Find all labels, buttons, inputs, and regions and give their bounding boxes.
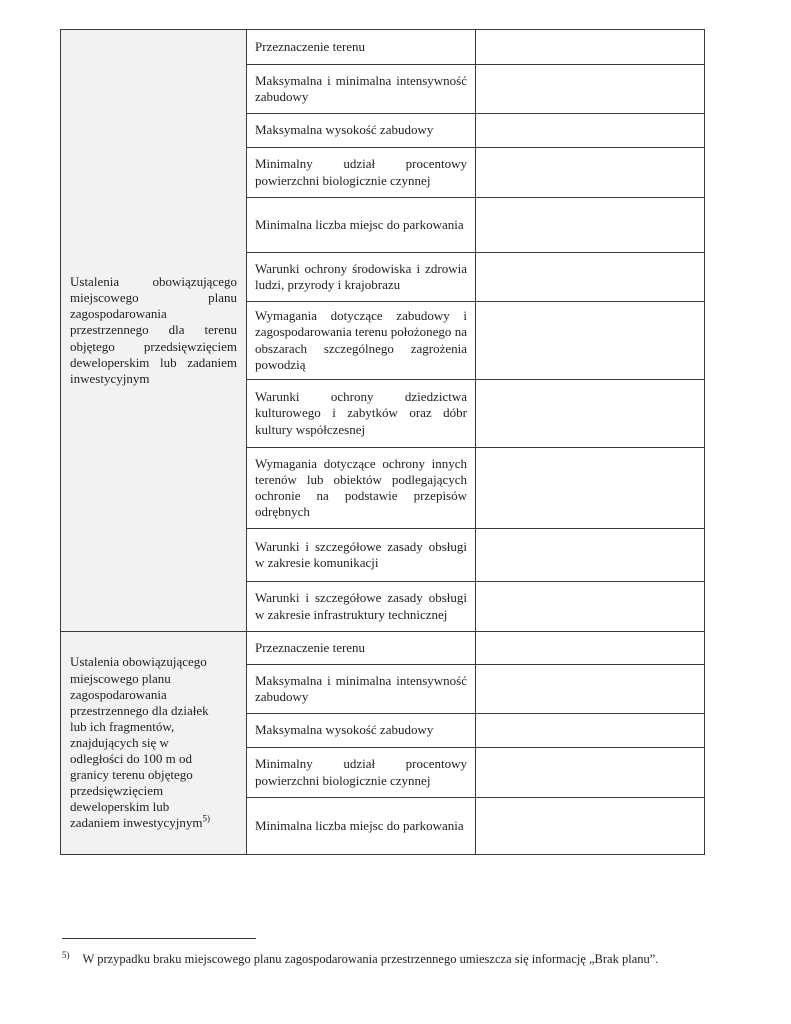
row-item-label: Warunki ochrony dziedzictwa kulturowego i zabytków oraz dóbr kultury współczesnej <box>247 380 476 448</box>
row-item-label: Warunki i szczegółowe zasady obsługi w zakresie infrastruktury technicznej <box>247 582 476 632</box>
row-value-cell <box>476 665 705 714</box>
footnote-reference: 5) <box>202 814 210 825</box>
row-value-cell <box>476 198 705 253</box>
row-value-cell <box>476 114 705 148</box>
row-value-cell <box>476 302 705 380</box>
footnote-marker: 5) <box>62 950 70 960</box>
row-item-label: Wymagania dotyczące zabudowy i zagospodarowania terenu położonego na obszarach szczególnego zagrożenia powodzią <box>247 302 476 380</box>
row-value-cell <box>476 148 705 198</box>
group-2-label: Ustalenia obowiązującego miejscowego planu zagospodarowania przestrzennego dla działek lub ich fragmentów, znajdujących się w odległości do 100 m od granicy terenu objętego przedsięwzięciem deweloperskim lub zadaniem inwestycyjnym <box>70 654 209 831</box>
row-item-label: Minimalny udział procentowy powierzchni biologicznie czynnej <box>247 148 476 198</box>
row-item-label: Wymagania dotyczące ochrony innych terenów lub obiektów podlegających ochronie na podstawie przepisów odrębnych <box>247 448 476 529</box>
row-item-label: Przeznaczenie terenu <box>247 30 476 65</box>
plan-findings-table-body <box>61 30 705 855</box>
footnote <box>62 950 722 967</box>
row-item-label: Minimalny udział procentowy powierzchni biologicznie czynnej <box>247 748 476 798</box>
row-value-cell <box>476 448 705 529</box>
table-row <box>61 30 705 65</box>
row-value-cell <box>476 253 705 302</box>
table-row <box>61 632 705 665</box>
row-item-label: Minimalna liczba miejsc do parkowania <box>247 198 476 253</box>
row-value-cell <box>476 632 705 665</box>
footnote-text: W przypadku braku miejscowego planu zagospodarowania przestrzennego umieszcza się informację „Brak planu”. <box>82 952 659 967</box>
group-2-label-cell <box>61 632 247 855</box>
footnote-separator-rule <box>62 938 256 939</box>
row-item-label: Minimalna liczba miejsc do parkowania <box>247 798 476 855</box>
row-item-label: Przeznaczenie terenu <box>247 632 476 665</box>
row-item-label: Warunki i szczegółowe zasady obsługi w zakresie komunikacji <box>247 529 476 582</box>
row-item-label: Maksymalna i minimalna intensywność zabudowy <box>247 65 476 114</box>
row-value-cell <box>476 582 705 632</box>
row-value-cell <box>476 65 705 114</box>
row-item-label: Maksymalna wysokość zabudowy <box>247 714 476 748</box>
plan-findings-table <box>60 29 705 855</box>
row-item-label: Maksymalna wysokość zabudowy <box>247 114 476 148</box>
row-item-label: Maksymalna i minimalna intensywność zabudowy <box>247 665 476 714</box>
group-1-label-cell <box>61 30 247 632</box>
group-1-label: Ustalenia obowiązującego miejscowego planu zagospodarowania przestrzennego dla terenu objętego przedsięwzięciem deweloperskim lub zadaniem inwestycyjnym <box>70 274 237 386</box>
row-value-cell <box>476 380 705 448</box>
row-value-cell <box>476 529 705 582</box>
row-value-cell <box>476 30 705 65</box>
row-value-cell <box>476 714 705 748</box>
row-value-cell <box>476 798 705 855</box>
row-item-label: Warunki ochrony środowiska i zdrowia ludzi, przyrody i krajobrazu <box>247 253 476 302</box>
row-value-cell <box>476 748 705 798</box>
